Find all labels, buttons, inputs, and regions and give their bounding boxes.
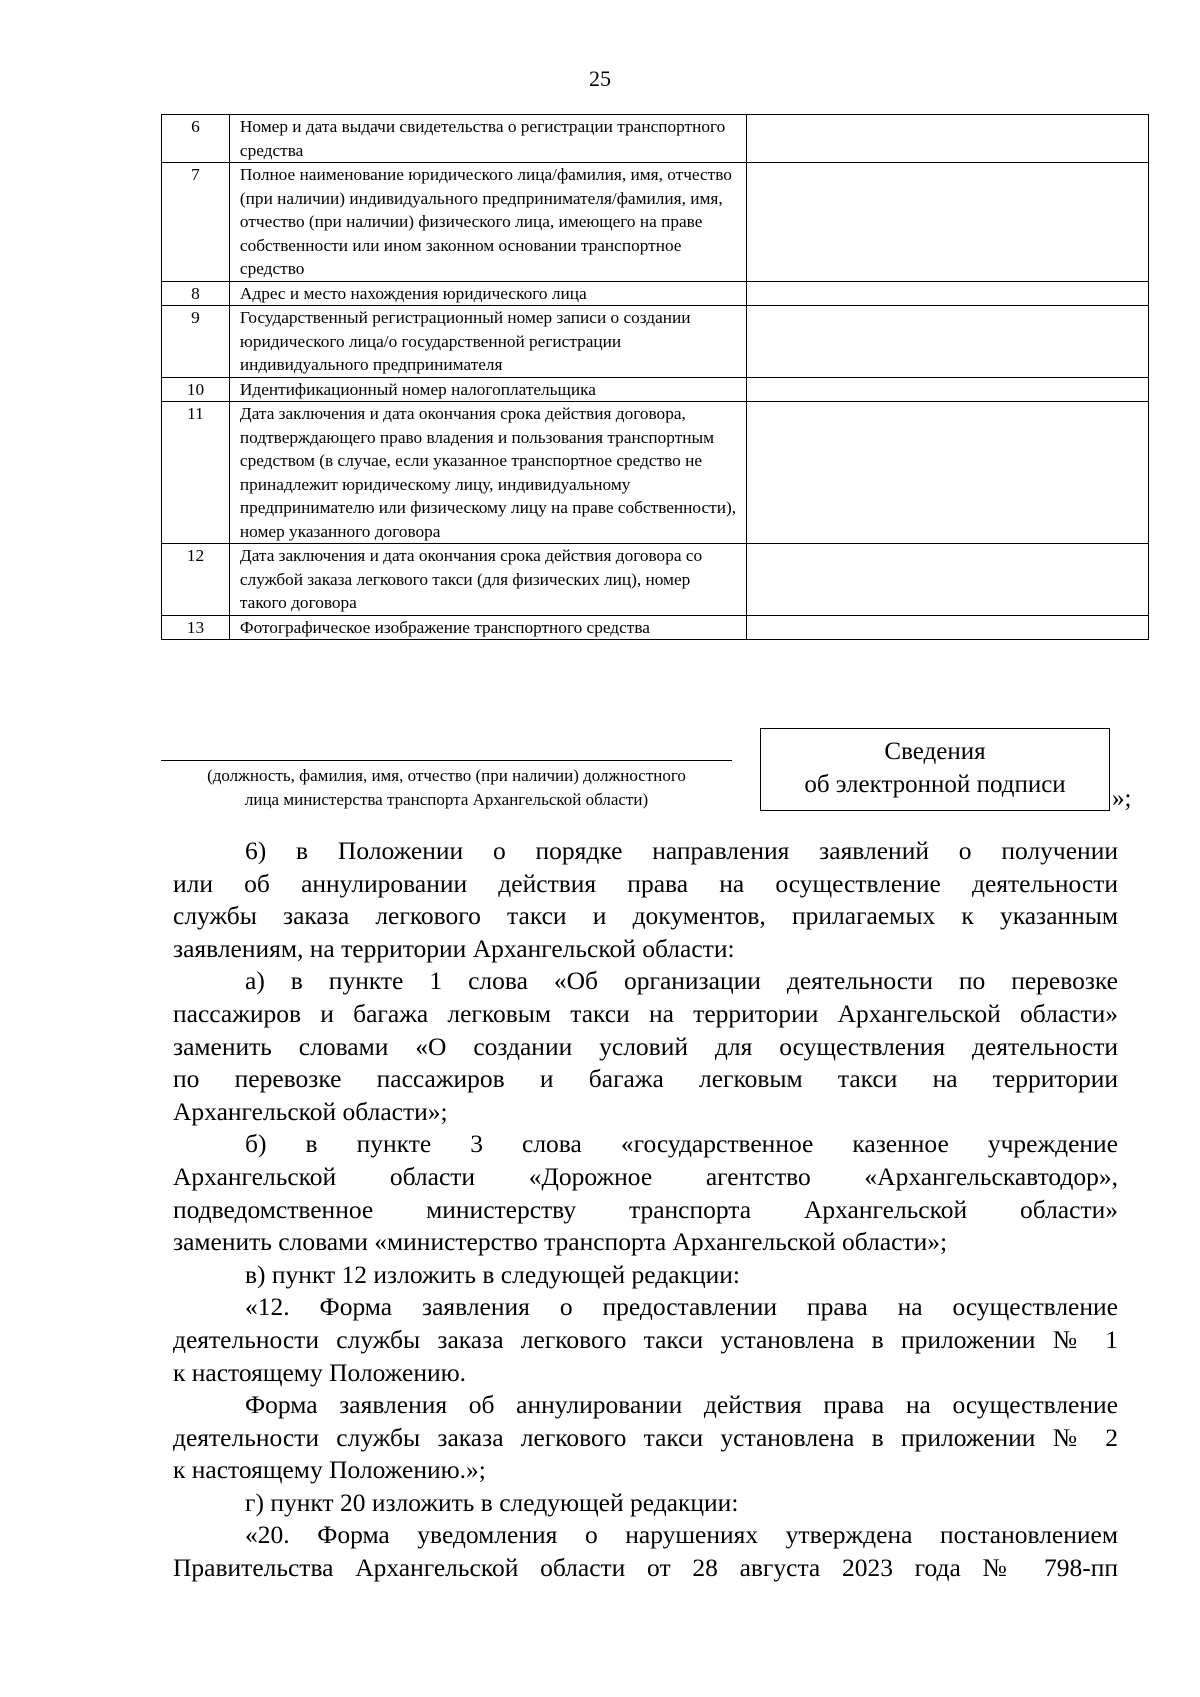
row-value-cell	[747, 306, 1149, 378]
row-value-cell	[747, 377, 1149, 402]
row-value-cell	[747, 281, 1149, 306]
table-row	[162, 544, 1149, 616]
paragraph-6-line-2: или об аннулировании действия права на осуществление деятельности	[173, 868, 1118, 898]
esign-line-1: Сведения	[884, 738, 986, 765]
table-row	[162, 115, 1149, 163]
paragraph-b-line-2: Архангельской области «Дорожное агентство «Архангельскавтодор»,	[173, 1161, 1118, 1191]
table-row	[162, 306, 1149, 378]
row-number-cell: 9	[162, 306, 230, 378]
row-label-cell: Государственный регистрационный номер записи о создании юридического лица/о государственной регистрации индивидуального предпринимателя	[229, 306, 747, 378]
paragraph-6-line-1: 6) в Положении о порядке направления заявлений о получении	[245, 836, 1118, 865]
paragraph-a-line-1: а) в пункте 1 слова «Об организации деятельности по перевозке	[245, 966, 1118, 996]
signature-caption-line-1: (должность, фамилия, имя, отчество (при наличии) должностного	[207, 766, 686, 785]
paragraph-20-line-2: Правительства Архангельской области от 28 августа 2023 года № 798-пп	[173, 1553, 1118, 1583]
table-row	[162, 163, 1149, 282]
paragraph-6-line-3: службы заказа легкового такси и документов, прилагаемых к указанным	[173, 901, 1118, 931]
paragraph-form-line-2: деятельности службы заказа легкового такси установлена в приложении № 2	[173, 1422, 1118, 1452]
row-number-cell: 10	[162, 377, 230, 402]
paragraph-a-line-4: по перевозке пассажиров и багажа легковым такси на территории	[173, 1064, 1118, 1094]
row-label-cell: Идентификационный номер налогоплательщика	[229, 377, 747, 402]
row-number-cell: 7	[162, 163, 230, 282]
paragraph-a-line-3: заменить словами «О создании условий для осуществления деятельности	[173, 1031, 1118, 1061]
paragraph-v-line-1: в) пункт 12 изложить в следующей редакции:	[245, 1259, 740, 1289]
paragraph-b-line-3: подведомственное министерству транспорта Архангельской области»	[173, 1194, 1118, 1224]
row-number-cell: 13	[162, 615, 230, 640]
paragraph-b-line-1: б) в пункте 3 слова «государственное казенное учреждение	[245, 1129, 1118, 1159]
row-value-cell	[747, 615, 1149, 640]
page-number: 25	[589, 66, 611, 91]
paragraph-form-line-1: Форма заявления об аннулировании действия права на осуществление	[245, 1390, 1118, 1420]
paragraph-12-line-3: к настоящему Положению.	[173, 1357, 467, 1387]
row-label-cell: Номер и дата выдачи свидетельства о регистрации транспортного средства	[229, 115, 747, 163]
paragraph-a-line-5: Архангельской области»;	[173, 1096, 448, 1126]
row-label-cell: Полное наименование юридического лица/фамилия, имя, отчество (при наличии) индивидуального предпринимателя/фамилия, имя, отчество (при наличии) физического лица, имеющего на праве собственности или ином законном основании транспортное средство	[229, 163, 747, 282]
paragraph-20-line-1: «20. Форма уведомления о нарушениях утверждена постановлением	[245, 1520, 1118, 1550]
table-row	[162, 281, 1149, 306]
row-label-cell: Дата заключения и дата окончания срока действия договора со службой заказа легкового такси (для физических лиц), номер такого договора	[229, 544, 747, 616]
row-label-cell: Фотографическое изображение транспортного средства	[229, 615, 747, 640]
esign-line-2: об электронной подписи	[804, 771, 1066, 798]
paragraph-g-line-1: г) пункт 20 изложить в следующей редакции:	[245, 1487, 739, 1517]
signature-caption-line-2: лица министерства транспорта Архангельской области)	[244, 790, 649, 809]
table-row	[162, 377, 1149, 402]
vehicle-info-table	[161, 114, 1149, 640]
paragraph-a-line-2: пассажиров и багажа легковым такси на территории Архангельской области»	[173, 998, 1118, 1028]
paragraph-12-line-1: «12. Форма заявления о предоставлении права на осуществление	[245, 1292, 1118, 1322]
row-value-cell	[747, 544, 1149, 616]
paragraph-form-line-3: к настоящему Положению.»;	[173, 1455, 486, 1485]
row-label-cell: Адрес и место нахождения юридического лица	[229, 281, 747, 306]
row-label-cell: Дата заключения и дата окончания срока действия договора, подтверждающего право владения и пользования транспортным средством (в случае, если указанное транспортное средство не принадлежит юридическому лицу, индивидуальному предпринимателю или физическому лицу на праве собственности), номер указанного договора	[229, 402, 747, 544]
table-row	[162, 402, 1149, 544]
row-number-cell: 6	[162, 115, 230, 163]
paragraph-6-line-4: заявлениям, на территории Архангельской области:	[173, 933, 735, 963]
row-value-cell	[747, 402, 1149, 544]
signature-line	[161, 760, 732, 761]
closing-quote-mark: »;	[1112, 785, 1132, 812]
paragraph-12-line-2: деятельности службы заказа легкового такси установлена в приложении № 1	[173, 1324, 1118, 1354]
row-value-cell	[747, 115, 1149, 163]
signature-caption	[161, 764, 732, 812]
paragraph-b-line-4: заменить словами «министерство транспорта Архангельской области»;	[173, 1227, 948, 1257]
row-number-cell: 12	[162, 544, 230, 616]
row-value-cell	[747, 163, 1149, 282]
electronic-signature-box	[760, 728, 1110, 811]
body-text	[173, 835, 1118, 1585]
table-row	[162, 615, 1149, 640]
row-number-cell: 11	[162, 402, 230, 544]
row-number-cell: 8	[162, 281, 230, 306]
